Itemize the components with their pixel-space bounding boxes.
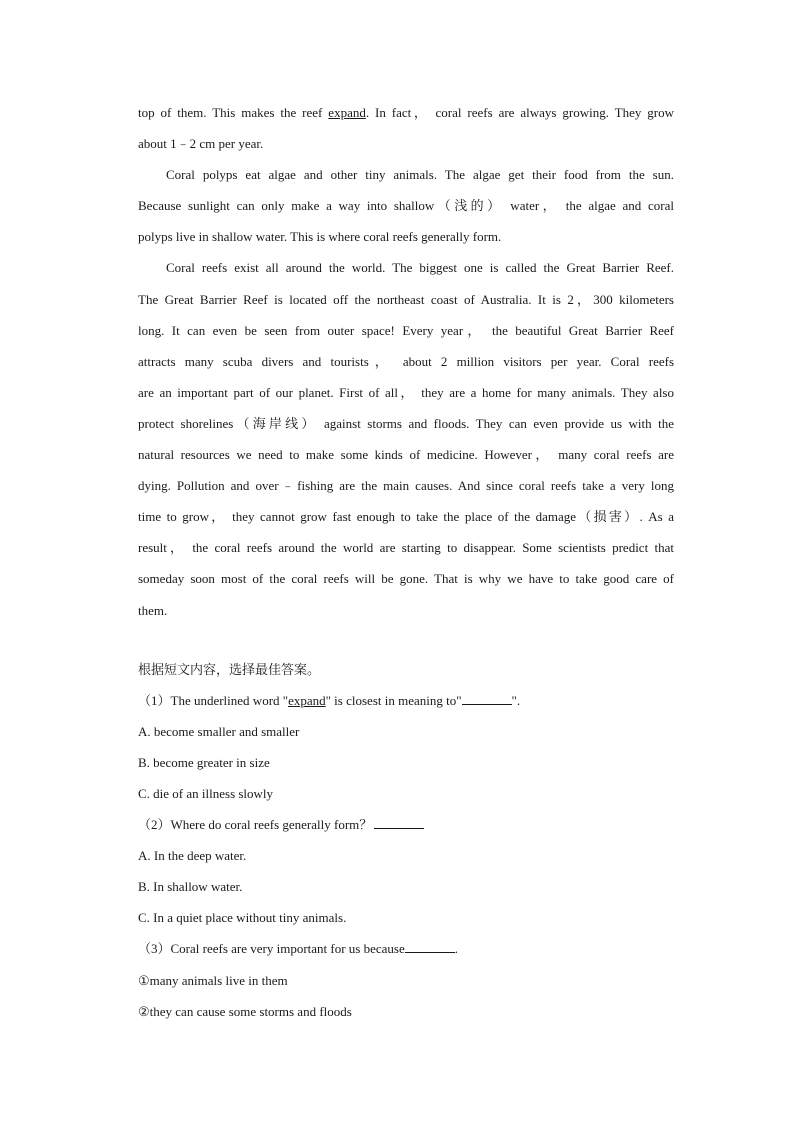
passage-line	[138, 532, 674, 563]
passage-text: protect shorelines（海岸线） against storms and floods. They can even provide us with the	[138, 415, 674, 431]
passage-text: result， the coral reefs around the world are starting to disappear. Some scientists predict that	[138, 540, 674, 556]
passage-text: them.	[138, 602, 168, 618]
option-3-1: ①many animals live in them	[138, 972, 288, 988]
passage-line	[138, 563, 674, 594]
option-2c: C. In a quiet place without tiny animals.	[138, 910, 347, 926]
option-1a: A. become smaller and smaller	[138, 723, 300, 739]
passage-text: Coral polyps eat algae and other tiny animals. The algae get their food from the sun.	[166, 167, 674, 183]
passage-line	[138, 439, 674, 470]
question-2-text: （2）Where do coral reefs generally form？	[138, 817, 373, 833]
option-2b: B. In shallow water.	[138, 879, 243, 895]
passage-text: dying. Pollution and over﹣fishing are the main causes. And since coral reefs take a very long	[138, 478, 674, 494]
passage-line	[138, 346, 674, 377]
answer-blank	[462, 692, 512, 705]
question-1-keyword: expand	[288, 692, 326, 708]
question-1-suffix: " is closest in meaning to"	[325, 692, 462, 708]
question-1	[138, 685, 674, 716]
passage-text: someday soon most of the coral reefs will be gone. That is why we have to take good care of	[138, 571, 674, 587]
passage-text: natural resources we need to make some kinds of medicine. However， many coral reefs are	[138, 447, 674, 463]
passage-line	[138, 190, 674, 221]
underlined-word: expand	[328, 105, 366, 120]
passage-text: Because sunlight can only make a way into shallow（浅的） water， the algae and coral	[138, 198, 674, 214]
passage-line	[138, 252, 674, 283]
passage-line	[138, 377, 674, 408]
passage-text: . In fact， coral reefs are always growing. They grow	[365, 105, 674, 120]
passage-line	[138, 595, 674, 626]
question-3	[138, 933, 674, 964]
passage-line	[138, 97, 674, 128]
option-3-2: ②they can cause some storms and floods	[138, 1003, 352, 1019]
question-3-end: .	[454, 941, 459, 957]
passage-line	[138, 284, 674, 315]
passage-text: are an important part of our planet. First of all， they are a home for many animals. They also	[138, 384, 674, 400]
passage-text: attracts many scuba divers and tourists， about 2 million visitors per year. Coral reefs	[138, 353, 674, 369]
passage-text: The Great Barrier Reef is located off the northeast coast of Australia. It is 2，300 kilometers	[138, 291, 674, 307]
passage-line	[138, 159, 674, 190]
question-2	[138, 809, 674, 840]
document-page	[138, 97, 674, 1027]
passage-text: polyps live in shallow water. This is where coral reefs generally form.	[138, 229, 502, 245]
passage-line	[138, 128, 674, 159]
question-1-end: ".	[511, 692, 521, 708]
passage-line	[138, 501, 674, 532]
reading-passage	[138, 97, 674, 626]
passage-text: time to grow， they cannot grow fast enough to take the place of the damage（损害）. As a	[138, 509, 674, 525]
passage-line	[138, 408, 674, 439]
option-1b: B. become greater in size	[138, 754, 270, 770]
answer-blank	[374, 816, 424, 829]
section-gap	[138, 626, 674, 654]
question-3-text: （3）Coral reefs are very important for us because	[138, 941, 405, 957]
instruction-text: 根据短文内容，选择最佳答案。	[138, 661, 321, 677]
passage-line	[138, 221, 674, 252]
passage-text: about 1﹣2 cm per year.	[138, 136, 264, 152]
option-1c: C. die of an illness slowly	[138, 785, 274, 801]
passage-text: top of them. This makes the reef	[138, 105, 329, 120]
question-1-prefix: （1）The underlined word "	[138, 692, 289, 708]
passage-text: Coral reefs exist all around the world. The biggest one is called the Great Barrier Reef.	[166, 260, 674, 276]
answer-blank	[405, 940, 455, 953]
option-2a: A. In the deep water.	[138, 848, 247, 864]
passage-line	[138, 470, 674, 501]
passage-text: long. It can even be seen from outer space! Every year， the beautiful Great Barrier Reef	[138, 322, 674, 338]
passage-line	[138, 315, 674, 346]
